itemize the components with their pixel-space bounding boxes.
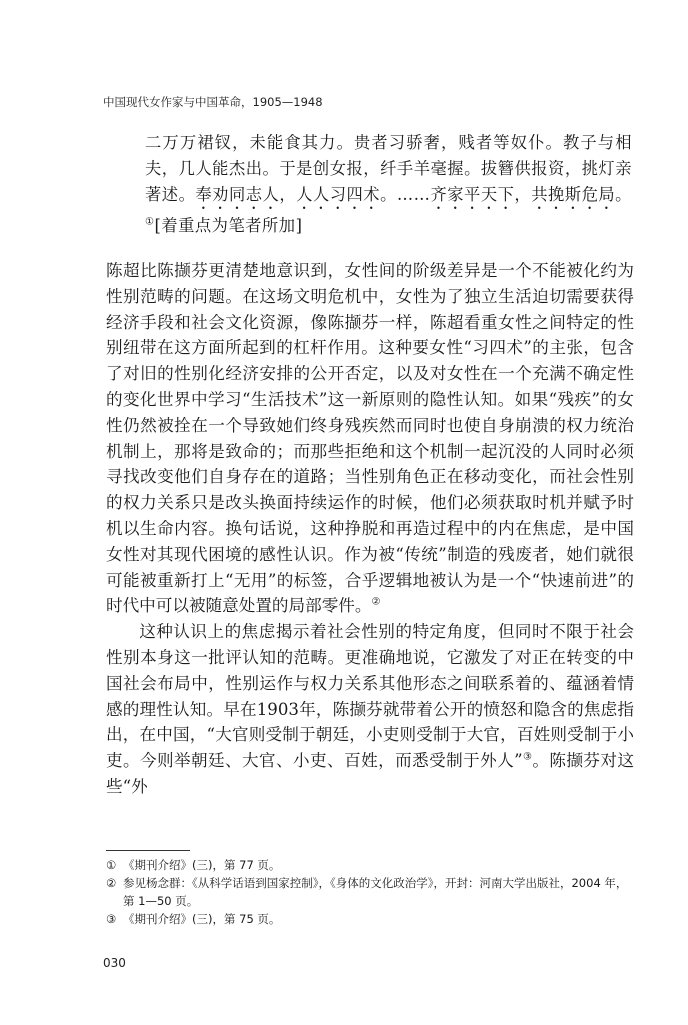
paragraph-1	[106, 258, 634, 619]
quote-emphasis-1: 奉劝同志人，人人习四术	[195, 185, 381, 204]
footnote-3-number: ③	[106, 912, 117, 926]
quote-part-1: 二万万裙钗，未能食其力。贵者习骄奢，贱者等奴仆。教子与相夫，几人能杰出。于是创女报，纤手羊毫握。拔簪供报资，挑灯亲著述。	[145, 133, 632, 204]
footnote-1	[106, 856, 634, 874]
footnote-3	[106, 910, 634, 928]
footnote-2-text: 参见杨念群：《从科学话语到国家控制》，《身体的文化政治学》，开封：河南大学出版社，2004 年，第 1—50 页。	[123, 876, 628, 908]
footnote-1-number: ①	[106, 858, 117, 872]
paragraph-1-text: 陈超比陈撷芬更清楚地意识到，女性间的阶级差异是一个不能被化约为性别范畴的问题。在这场文明危机中，女性为了独立生活迫切需要获得经济手段和社会文化资源，像陈撷芬一样，陈超看重女性之间特定的性别纽带在这方面所起到的杠杆作用。这种要女性“习四术”的主张，包含了对旧的性别化经济安排的公开否定，以及对女性在一个充满不确定性的变化世界中学习“生活技术”这一新原则的隐性认知。如果“残疾”的女性仍然被拴在一个导致她们终身残疾然而同时也使自身崩溃的权力统治机制上，那将是致命的；而那些拒绝和这个机制一起沉没的人同时必须寻找改变他们自身存在的道路；当性别角色正在移动变化，而社会性别的权力关系只是改头换面持续运作的时候，他们必须获取时机并赋予时机以生命内容。换句话说，这种挣脱和再造过程中的内在焦虑，是中国女性对其现代困境的感性认识。作为被“传统”制造的残废者，她们就很可能被重新打上“无用”的标签，合乎逻辑地被认为是一个“快速前进”的时代中可以被随意处置的局部零件。	[106, 261, 634, 616]
footnote-1-text: 《期刊介绍》(三)，第 77 页。	[123, 858, 281, 872]
block-quote	[145, 130, 632, 239]
footnote-ref-2: ②	[371, 596, 381, 608]
paragraph-2-text-after: 。陈撷芬对这些“外	[106, 751, 635, 796]
quote-emphasis-2: 齐家平天下，共挽斯危局	[430, 185, 616, 204]
page-number: 030	[103, 956, 126, 970]
footnote-ref-3: ③	[522, 751, 533, 763]
footnote-divider	[106, 850, 190, 851]
footnote-3-text: 《期刊介绍》(三)，第 75 页。	[123, 912, 281, 926]
running-header: 中国现代女作家与中国革命，1905—1948	[103, 95, 323, 109]
block-quote-text	[145, 130, 632, 239]
paragraph-2-text-before: 这种认识上的焦虑揭示着社会性别的特定角度，但同时不限于社会性别本身这一批评认知的范畴。更准确地说，它激发了对正在转变的中国社会布局中，性别运作与权力关系其他形态之间联系着的、蕴涵着情感的理性认知。早在1903年，陈撷芬就带着公开的愤怒和隐含的焦虑指出，在中国，“大官则受制于朝廷，小吏则受制于大官，百姓则受制于小吏。今则举朝廷、大官、小吏、百姓，而悉受制于外人”	[106, 622, 634, 771]
quote-part-3: 。	[615, 185, 632, 204]
paragraph-2	[106, 619, 634, 800]
body-text	[106, 258, 634, 800]
footnote-2	[106, 874, 634, 910]
footnote-2-number: ②	[106, 876, 117, 890]
footnotes	[106, 856, 634, 928]
quote-part-4: [着重点为笔者所加]	[154, 216, 303, 235]
quote-part-2: 。……	[380, 185, 431, 204]
footnote-ref-1: ①	[145, 216, 155, 228]
